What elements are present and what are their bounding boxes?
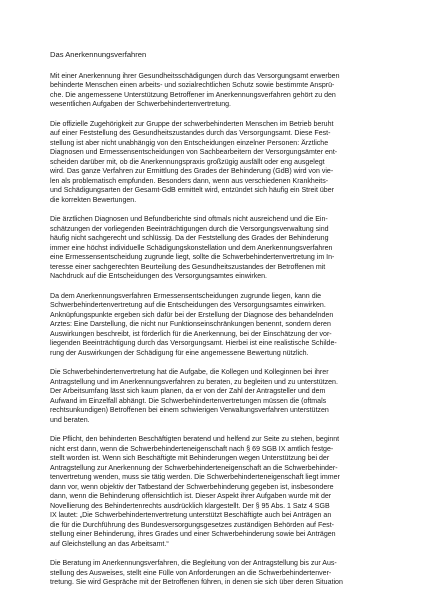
paragraph-list bbox=[50, 72, 392, 588]
text-line: Auswirkungen beschreibt, ist förderlich für die Anerkennung, bei der Einschätzung der vor- bbox=[50, 330, 332, 338]
text-line: Nachdruck auf die Entscheidungen des Versorgungsamtes einwirken. bbox=[50, 273, 268, 280]
text-line: tretung. Sie wird Gespräche mit der Betroffenen führen, in denen sie sich über deren Situation bbox=[50, 579, 343, 586]
text-line: Aufwand im Einzelfall abhängt. Die Schwerbehindertenvertretungen müssen die (oftmals bbox=[50, 397, 327, 405]
text-line: schätzungen der vorliegenden Beeinträchtigungen durch die Versorgungsverwaltung sind bbox=[50, 225, 329, 233]
text-line: eine Ermessensentscheidung zugrunde liegt, sollte die Schwerbehindertenvertretung im In- bbox=[50, 254, 335, 261]
text-line: stellung ist aber nicht unabhängig von den Entscheidungen einzelner Personen: Ärztliche bbox=[50, 139, 329, 147]
text-line: stellung einer Behinderung, ihres Grades und einer Schwerbehinderung sowie bei Anträgen bbox=[50, 531, 336, 538]
text-line: immer eine höchst individuelle Schädigungskonstellation und dem Anerkennungsverfahren bbox=[50, 244, 333, 252]
text-line: auf Gleichstellung an das Arbeitsamt.“ bbox=[50, 540, 169, 548]
text-line: Die offizielle Zugehörigkeit zur Gruppe der schwerbehinderten Menschen im Betrieb beruht bbox=[50, 120, 334, 128]
text-line: tenvertretung wenden, muss sie tätig werden. Die Schwerbehinderteneigenschaft liegt immer bbox=[50, 474, 340, 481]
paragraph bbox=[50, 435, 392, 549]
text-line: dann, wenn die Behinderung offensichtlich ist. Dieser Aspekt ihrer Aufgaben wurde mit der bbox=[50, 493, 332, 500]
paragraph bbox=[50, 559, 392, 588]
paragraph bbox=[50, 120, 392, 206]
text-line: teresse einer sachgerechten Beurteilung des Gesundheitszustandes der Betroffenen mit bbox=[50, 263, 326, 271]
text-line: stellt worden ist. Wenn sich Beschäftigte mit Behinderungen wegen Unterstützung bei der bbox=[50, 455, 330, 462]
text-line: Arztes: Eine Darstellung, die nicht nur Funktionseinschränkungen benennt, sondern deren bbox=[50, 321, 331, 328]
text-line: len als problematisch empfunden. Besonders dann, wenn aus verschiedenen Krankheits- bbox=[50, 177, 329, 185]
text-line: behinderte Menschen einen arbeits- und sozialrechtlichen Schutz sowie bestimmte Ansprü- bbox=[50, 82, 335, 89]
text-line: wesentlichen Aufgaben der Schwerbehindertenvertretung. bbox=[50, 101, 231, 108]
text-line: auf einer Feststellung des Gesundheitszustandes durch das Versorgungsamt. Diese Fest- bbox=[50, 130, 331, 137]
text-line: che. Die angemessene Unterstützung Betroffener im Anerkennungsverfahren gehört zu den bbox=[50, 91, 336, 99]
text-line: Schwerbehindertenvertretung auf die Entscheidungen des Versorgungsamtes einwirken. bbox=[50, 302, 326, 309]
paragraph bbox=[50, 72, 392, 110]
paragraph bbox=[50, 215, 392, 282]
text-line: liegenden Beeinträchtigung durch das Versorgungsamt. Hierbei ist eine realistische Schilde- bbox=[50, 340, 337, 347]
text-line: nicht erst dann, wenn die Schwerbehinderteneigenschaft nach § 69 SGB IX amtlich festge- bbox=[50, 445, 334, 453]
document-title: Das Anerkennungsverfahren bbox=[50, 50, 147, 59]
text-line: dann vor, wenn objektiv der Tatbestand der Schwerbehinderung gegeben ist, insbesondere bbox=[50, 483, 334, 491]
text-line: Die Schwerbehindertenvertretung hat die Aufgabe, die Kollegen und Kolleginnen bei ihrer bbox=[50, 369, 329, 376]
text-line: Antragstellung und im Anerkennungsverfahren zu beraten, zu begleiten und zu unterstützen. bbox=[50, 378, 338, 386]
text-line: Antragstellung zur Anerkennung der Schwerbehinderteneigenschaft an die Schwerbehinder- bbox=[50, 464, 338, 472]
text-line: Anknüpfungspunkte ergeben sich dafür bei der Erstellung der Diagnose des behandelnden bbox=[50, 311, 334, 319]
text-line: Diagnosen und Ermessensentscheidungen von Sachbearbeitern der Versorgungsämter ent- bbox=[50, 149, 338, 156]
text-line: die für die Durchführung des Bundesversorgungsgesetzes zuständigen Behörden auf Fest- bbox=[50, 521, 335, 529]
text-line: Mit einer Anerkennung ihrer Gesundheitsschädigungen durch das Versorgungsamt erwerben bbox=[50, 72, 340, 80]
text-line: IX lautet: „Die Schwerbehindertenvertretung unterstützt Beschäftigte auch bei Anträgen an bbox=[50, 512, 332, 519]
text-line: die korrekten Bewertungen. bbox=[50, 196, 137, 204]
paragraph bbox=[50, 292, 392, 359]
text-line: rung der Auswirkungen der Schädigung für eine angemessene Bewertung nützlich. bbox=[50, 349, 309, 357]
text-line: stellung des Ausweises, stellt eine Fülle von Anforderungen an die Schwerbehindertenver- bbox=[50, 569, 332, 577]
document-body bbox=[50, 50, 392, 598]
text-line: Die Pflicht, den behinderten Beschäftigten beratend und helfend zur Seite zu stehen, beginnt bbox=[50, 436, 340, 443]
text-line: häufig nicht sachgerecht und schlüssig. Da der Feststellung des Grades der Behinderung bbox=[50, 235, 329, 242]
text-line: Der Arbeitsumfang lässt sich kaum planen, da er von der Zahl der Antragsteller und dem bbox=[50, 388, 326, 395]
text-line: scheiden darüber mit, ob die Anerkennungspraxis großzügig ausfällt oder eng ausgelegt bbox=[50, 158, 325, 166]
text-line: rechtsunkundigen) Betroffenen bei einem schwierigen Verwaltungsverfahren unterstützen bbox=[50, 407, 329, 414]
text-line: wird. Das ganze Verfahren zur Ermittlung des Grades der Behinderung (GdB) wird von vie- bbox=[50, 168, 334, 175]
text-line: und Schädigungsarten der Gesamt-GdB ermittelt wird, entzündet sich häufig ein Streit über bbox=[50, 187, 334, 194]
paragraph bbox=[50, 368, 392, 425]
text-line: Da dem Anerkennungsverfahren Ermessensentscheidungen zugrunde liegen, kann die bbox=[50, 292, 322, 300]
text-line: Novellierung des Behindertenrechts ausdrücklich klargestellt. Der § 95 Abs. 1 Satz 4 SGB bbox=[50, 502, 330, 510]
text-line: Die Beratung im Anerkennungsverfahren, die Begleitung von der Antragstellung bis zur Aus- bbox=[50, 560, 337, 567]
text-line: und beraten. bbox=[50, 416, 90, 424]
text-line: Die ärztlichen Diagnosen und Befundberichte sind oftmals nicht ausreichend und die Ein- bbox=[50, 216, 328, 223]
